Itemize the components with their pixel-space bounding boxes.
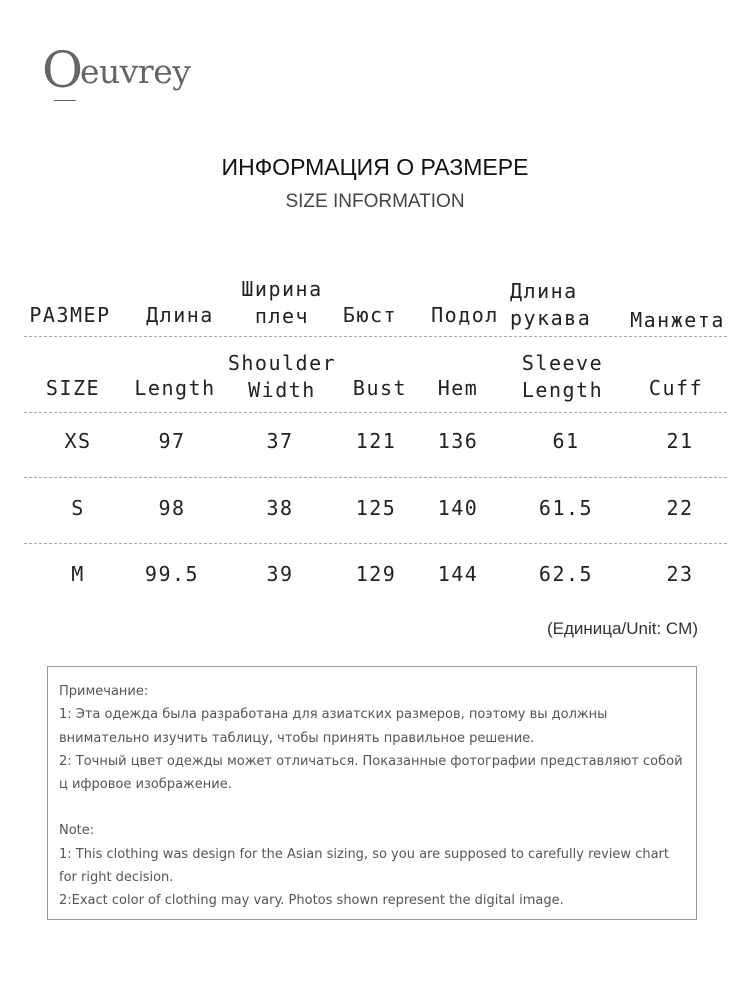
cell-hem: 140: [437, 496, 479, 520]
note-en-1: 1: This clothing was design for the Asian sizing, so you are supposed to carefully review chart for right decision.: [59, 846, 669, 886]
cell-cuff: 22: [666, 496, 694, 520]
row-divider: [24, 412, 727, 413]
note-title-ru: Примечание:: [59, 684, 149, 699]
notes-gap: [59, 796, 686, 819]
note-ru-1: 1: Эта одежда была разработана для азиатских размеров, поэтому вы должны внимательно изучить таблицу, чтобы принять правильное решение.: [59, 707, 608, 746]
cell-cuff: 21: [666, 429, 694, 453]
cell-size: XS: [64, 429, 92, 453]
header-en-bust: Bust: [352, 376, 408, 400]
unit-label: (Единица/Unit: CM): [547, 619, 698, 638]
cell-cuff: 23: [666, 562, 694, 586]
header-ru-shoulder: Ширина плеч: [241, 277, 323, 328]
cell-hem: 144: [437, 562, 479, 586]
header-ru-bust: Бюст: [342, 303, 398, 327]
header-en-shoulder: Shoulder Width: [227, 351, 337, 402]
logo-initial: O: [42, 41, 83, 99]
note-en-2: 2:Exact color of clothing may vary. Photos shown represent the digital image.: [59, 893, 564, 909]
cell-shoulder: 38: [266, 496, 294, 520]
notes-box: [47, 666, 697, 920]
cell-sleeve: 62.5: [538, 562, 594, 586]
cell-sleeve: 61.5: [538, 496, 594, 520]
cell-hem: 136: [437, 429, 479, 453]
cell-length: 98: [158, 496, 186, 520]
row-divider: [24, 336, 727, 337]
cell-bust: 125: [355, 496, 397, 520]
cell-bust: 121: [355, 429, 397, 453]
note-ru-2: 2: Точный цвет одежды может отличаться. Показанные фотографии представляют собой ц ифровое изображение.: [59, 753, 683, 793]
header-ru-length: Длина: [146, 303, 214, 327]
cell-sleeve: 61: [552, 429, 580, 453]
row-divider: [24, 543, 727, 544]
header-en-size: SIZE: [45, 376, 101, 400]
page-title-ru: ИНФОРМАЦИЯ О РАЗМЕРЕ: [221, 154, 529, 180]
header-ru-size: РАЗМЕР: [29, 303, 111, 327]
header-ru-hem: Подол: [431, 303, 499, 327]
cell-length: 97: [158, 429, 186, 453]
header-en-cuff: Cuff: [648, 376, 704, 400]
page-title-en: SIZE INFORMATION: [285, 191, 465, 212]
logo-underline: [54, 100, 76, 101]
header-en-length: Length: [134, 376, 216, 400]
note-title-en: Note:: [59, 823, 95, 839]
header-ru-cuff: Манжета: [630, 308, 725, 332]
header-ru-sleeve: Длина рукава: [510, 279, 592, 330]
header-en-hem: Hem: [437, 376, 479, 400]
row-divider: [24, 477, 727, 478]
logo-text: euvrey: [80, 52, 191, 91]
cell-size: M: [71, 562, 85, 586]
cell-shoulder: 39: [266, 562, 294, 586]
cell-shoulder: 37: [266, 429, 294, 453]
cell-bust: 129: [355, 562, 397, 586]
header-en-sleeve: Sleeve Length: [521, 351, 604, 402]
cell-length: 99.5: [144, 562, 200, 586]
cell-size: S: [71, 496, 85, 520]
